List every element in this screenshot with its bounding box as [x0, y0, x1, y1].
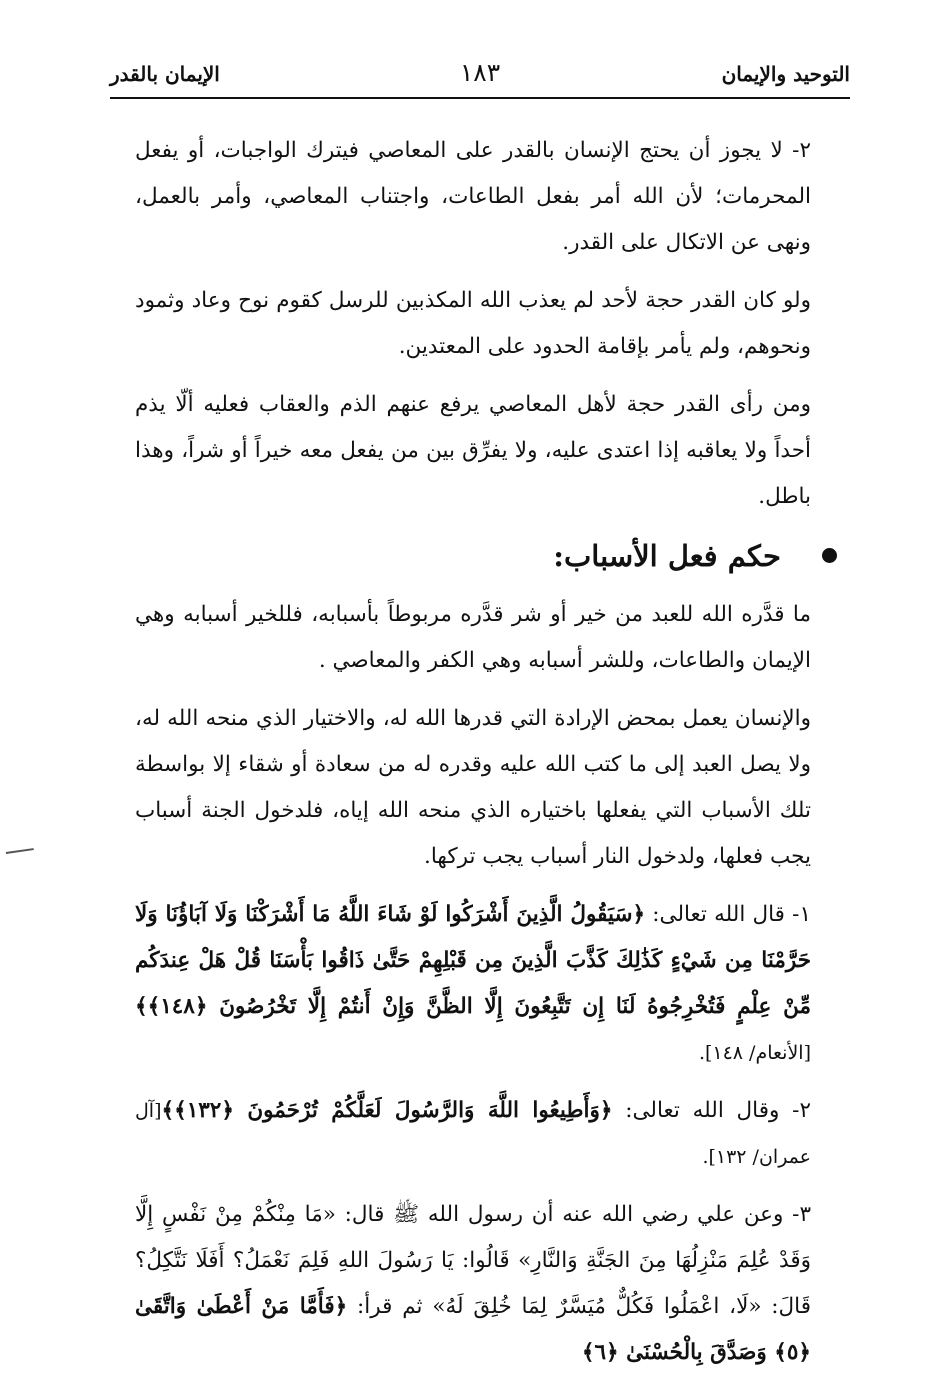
header-rule	[110, 97, 850, 99]
evidence-item-2	[135, 1088, 811, 1180]
section-heading	[135, 532, 811, 580]
verse-reference: [الأنعام/ ١٤٨].	[698, 1042, 811, 1064]
paragraph-point-2: ٢- لا يجوز أن يحتج الإنسان بالقدر على المعاصي فيترك الواجبات، أو يفعل المحرمات؛ لأن الله أمر بفعل الطاعات، واجتناب المعاصي، وأمر بالعمل، ونهى عن الاتكال على القدر.	[135, 138, 811, 255]
page-body	[135, 128, 811, 1388]
paragraph-causes: ما قدَّره الله للعبد من خير أو شر قدَّره مربوطاً بأسبابه، فللخير أسبابه وهي الإيمان والطاعات، وللشر أسبابه وهي الكفر والمعاصي .	[135, 602, 811, 673]
hadith-text: ٣- وعن علي رضي الله عنه أن رسول الله ﷺ قال: «مَا مِنْكُمْ مِنْ نَفْسٍ إِلَّا وَقَدْ عُلِمَ مَنْزِلُهَا مِنَ الجَنَّةِ وَالنَّارِ» قَالُوا: يَا رَسُولَ اللهِ فَلِمَ نَعْمَلُ؟ أَفَلَا نَتَّكِلُ؟ قَالَ: «لَا، اعْمَلُوا فَكُلٌّ مُيَسَّرٌ لِمَا خُلِقَ لَهُ» ثم قرأ:	[135, 1202, 812, 1319]
evidence-item-1	[135, 892, 811, 1076]
quran-verse: ﴿فَأَمَّا مَنْ أَعْطَىٰ وَاتَّقَىٰ ﴿٥﴾ وَصَدَّقَ بِالْحُسْنَىٰ ﴿٦﴾	[135, 1294, 811, 1365]
header-chapter-title: الإيمان بالقدر	[110, 62, 220, 86]
bullet-icon	[822, 548, 837, 563]
header-book-title: التوحيد والإيمان	[721, 62, 850, 86]
section-heading-text: حكم فعل الأسباب:	[553, 539, 781, 573]
scan-edge-mark	[6, 848, 34, 857]
page-header	[110, 58, 850, 98]
quran-verse: ﴿سَيَقُولُ الَّذِينَ أَشْرَكُوا لَوْ شَاءَ اللَّهُ مَا أَشْرَكْنَا وَلَا آبَاؤُنَا وَلَا حَرَّمْنَا مِن شَيْءٍ كَذَٰلِكَ كَذَّبَ الَّذِينَ مِن قَبْلِهِمْ حَتَّىٰ ذَاقُوا بَأْسَنَا قُلْ هَلْ عِندَكُم مِّنْ عِلْمٍ فَتُخْرِجُوهُ لَنَا إِن تَتَّبِعُونَ إِلَّا الظَّنَّ وَإِنْ أَنتُمْ إِلَّا تَخْرُصُونَ ﴿١٤٨﴾﴾	[135, 902, 811, 1019]
evidence-intro: ٢- وقال الله تعالى:	[612, 1098, 811, 1123]
verse-reference: [آل عمران/ ١٣٢].	[135, 1100, 811, 1168]
paragraph-argument: ومن رأى القدر حجة لأهل المعاصي يرفع عنهم الذم والعقاب فعليه ألّا يذم أحداً ولا يعاقبه إذا اعتدى عليه، ولا يفرِّق بين من يفعل معه خيراً أو شراً، وهذا باطل.	[135, 392, 811, 509]
paragraph-free-will: والإنسان يعمل بمحض الإرادة التي قدرها الله له، والاختيار الذي منحه الله له، ولا يصل العبد إلى ما كتب الله عليه وقدره له من سعادة أو شقاء إلا بواسطة تلك الأسباب التي يفعلها باختياره الذي منحه الله إياه، فلدخول الجنة أسباب يجب فعلها، ولدخول النار أسباب يجب تركها.	[135, 706, 811, 869]
evidence-item-3	[135, 1192, 811, 1376]
quran-verse: ﴿وَأَطِيعُوا اللَّهَ وَالرَّسُولَ لَعَلَّكُمْ تُرْحَمُونَ ﴿١٣٢﴾﴾	[161, 1098, 613, 1123]
page-number: ١٨٣	[459, 58, 501, 87]
paragraph-prophets: ولو كان القدر حجة لأحد لم يعذب الله المكذبين للرسل كقوم نوح وعاد وثمود ونحوهم، ولم يأمر بإقامة الحدود على المعتدين.	[135, 288, 811, 359]
evidence-intro: ١- قال الله تعالى:	[645, 902, 811, 927]
